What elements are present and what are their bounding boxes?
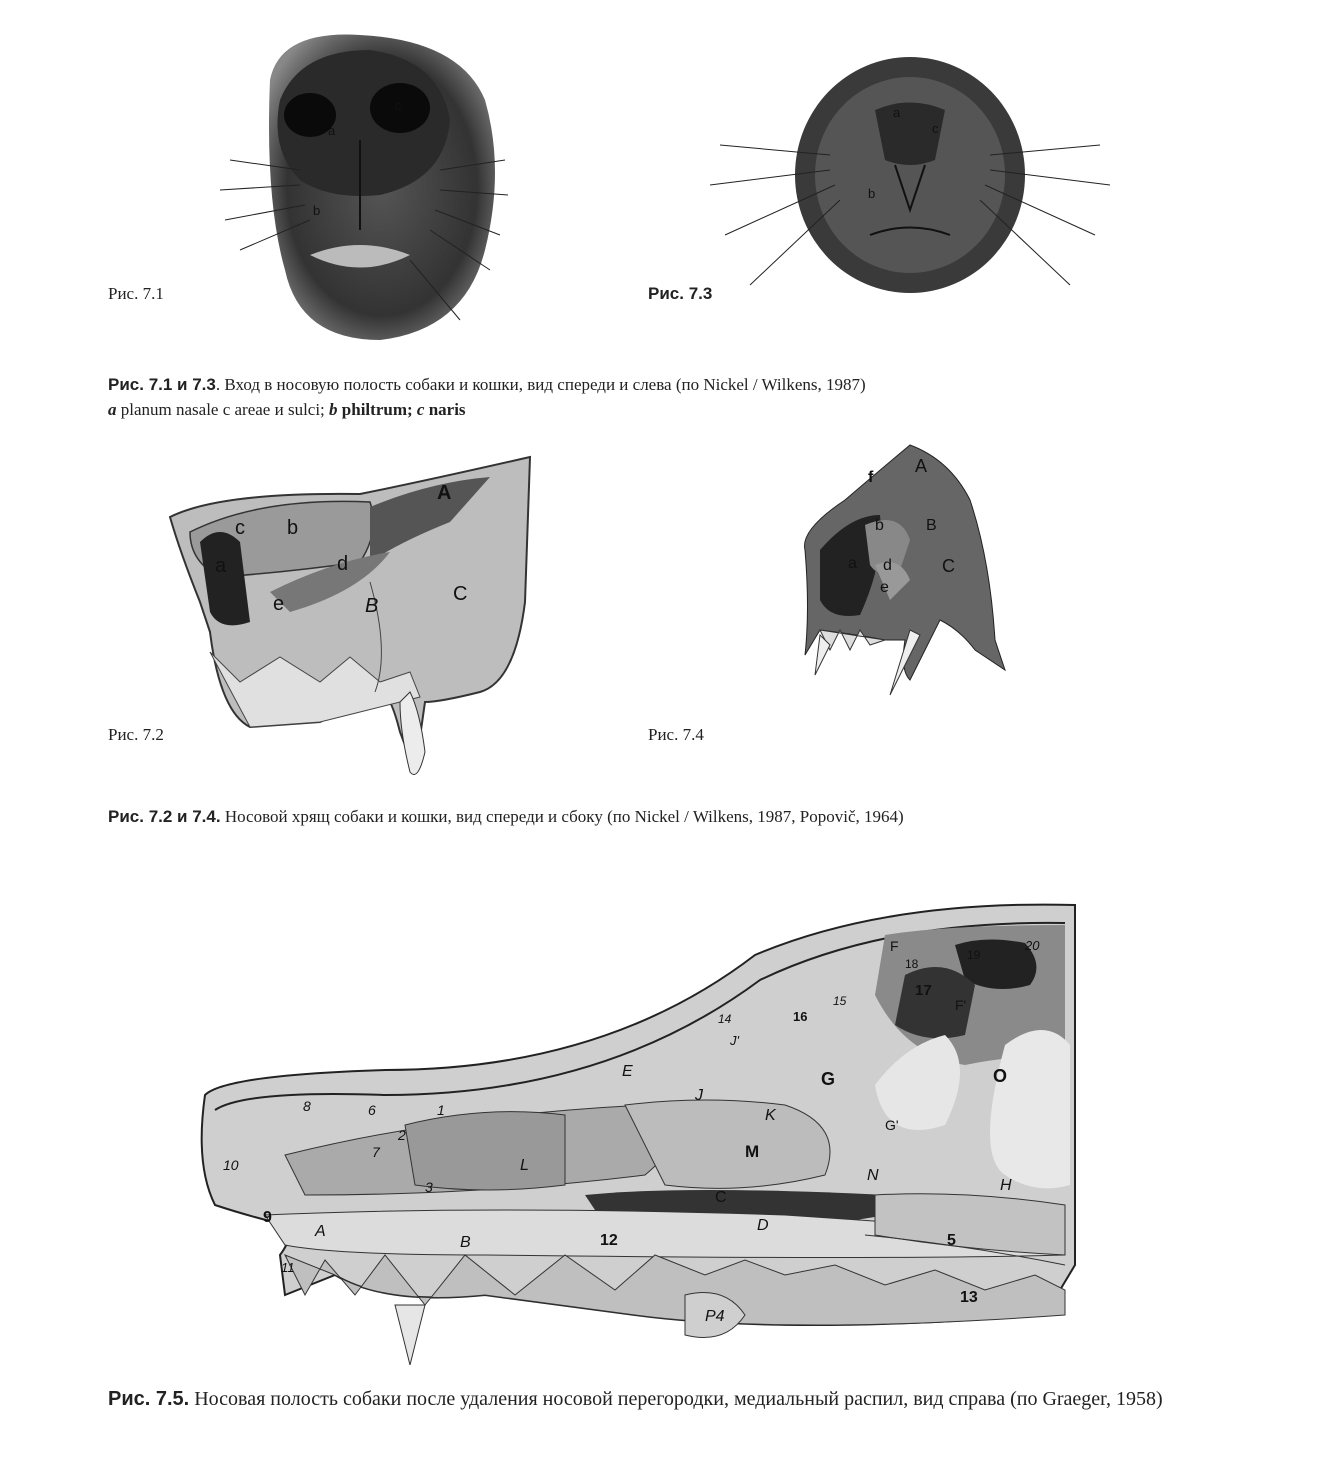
fig71-letter-c: c xyxy=(395,98,402,113)
fig75-label-L: L xyxy=(520,1157,529,1174)
figure-7-3-cat-nose xyxy=(700,35,1120,325)
fig75-label-16: 16 xyxy=(793,1009,808,1024)
fig75-label-F: F xyxy=(890,938,899,954)
dog-nose-illustration xyxy=(210,20,510,350)
fig75-label-18: 18 xyxy=(905,957,919,971)
fig75-label-10: 10 xyxy=(223,1157,239,1173)
fig72-letter-b: b xyxy=(287,517,299,539)
figure-7-1-dog-nose xyxy=(210,20,510,350)
fig75-label-9: 9 xyxy=(263,1209,272,1226)
fig75-label-15: 15 xyxy=(833,994,847,1008)
fig75-label-13: 13 xyxy=(960,1289,978,1306)
fig75-label-A: A xyxy=(315,1223,326,1240)
fig72-letter-c: c xyxy=(235,517,245,539)
fig73-letter-a: a xyxy=(893,105,901,120)
fig74-letter-B: B xyxy=(926,517,937,534)
fig72-label: Рис. 7.2 xyxy=(108,725,164,744)
fig71-letter-a: a xyxy=(328,123,336,138)
figure-7-4-cat-cartilage xyxy=(790,440,1020,700)
fig75-label-M: M xyxy=(745,1142,760,1161)
fig74-letter-d: d xyxy=(883,557,892,574)
fig75-label-E: E xyxy=(622,1063,633,1080)
fig75-label-17: 17 xyxy=(915,982,932,999)
caption-fig-7-2-7-4: Рис. 7.2 и 7.4. Носовой хрящ собаки и кошки, вид спереди и сбоку (по Nickel / Wilkens, 1987, Popovič, 1964) xyxy=(108,807,904,826)
figure-7-2-dog-cartilage xyxy=(160,452,540,792)
fig75-label-H: H xyxy=(1000,1177,1012,1194)
fig74-label: Рис. 7.4 xyxy=(648,725,704,744)
fig75-label-8: 8 xyxy=(303,1098,311,1114)
fig72-letter-d: d xyxy=(337,553,349,575)
caption-fig-7-1-7-3: Рис. 7.1 и 7.3. Вход в носовую полость собаки и кошки, вид спереди и слева (по Nickel / Wilkens, 1987) xyxy=(108,375,866,394)
fig75-label-19: 19 xyxy=(967,948,981,962)
fig74-letter-A: A xyxy=(915,456,928,476)
fig75-label-K: K xyxy=(765,1107,776,1124)
caption-fig-7-5: Рис. 7.5. Носовая полость собаки после удаления носовой перегородки, медиальный распил, вид справа (по Graeger, 1958) xyxy=(108,1388,1163,1410)
fig75-label-20: 20 xyxy=(1025,938,1040,953)
cat-nose-illustration xyxy=(700,35,1120,325)
fig72-letter-A: A xyxy=(437,482,452,504)
fig74-letter-C: C xyxy=(942,556,955,576)
fig75-label-6: 6 xyxy=(368,1102,376,1118)
fig73-label: Рис. 7.3 xyxy=(648,284,713,303)
fig75-label-F-prime: F' xyxy=(955,997,967,1013)
cat-cartilage-illustration xyxy=(790,440,1020,700)
fig75-label-5: 5 xyxy=(947,1232,956,1249)
fig74-letter-f: f xyxy=(868,469,874,486)
dog-cartilage-illustration xyxy=(160,452,540,792)
fig75-label-14: 14 xyxy=(718,1012,732,1026)
fig74-letter-b: b xyxy=(875,517,884,534)
fig75-label-2: 2 xyxy=(398,1127,406,1143)
fig72-letter-B: B xyxy=(365,595,379,617)
fig75-label-G-prime: G' xyxy=(885,1117,899,1133)
fig74-letter-e: e xyxy=(880,579,889,596)
fig73-letter-c: c xyxy=(932,121,939,136)
fig75-label-P4: P4 xyxy=(705,1308,725,1325)
fig72-letter-C: C xyxy=(453,583,468,605)
fig74-letter-a: a xyxy=(848,555,857,572)
fig75-label-11: 11 xyxy=(281,1260,295,1275)
figure-7-5-nasal-cavity-section xyxy=(185,895,1085,1365)
fig75-label-G: G xyxy=(821,1069,836,1089)
fig71-letter-b: b xyxy=(313,203,321,218)
fig75-label-C: C xyxy=(715,1189,727,1206)
fig75-label-J-prime: J' xyxy=(730,1033,739,1048)
fig72-letter-a: a xyxy=(215,555,227,577)
fig75-label-7: 7 xyxy=(372,1144,380,1160)
fig75-label-3: 3 xyxy=(425,1179,433,1195)
fig75-label-B: B xyxy=(460,1234,471,1251)
nasal-cavity-illustration xyxy=(185,895,1085,1365)
fig73-letter-b: b xyxy=(868,186,876,201)
legend-fig-7-1: a planum nasale c areae и sulci; b philtrum; c naris xyxy=(108,400,466,419)
fig75-label-1: 1 xyxy=(437,1102,445,1118)
fig71-label: Рис. 7.1 xyxy=(108,284,164,303)
fig75-label-12: 12 xyxy=(600,1232,618,1249)
fig75-label-J: J xyxy=(695,1087,703,1104)
fig72-letter-e: e xyxy=(273,593,285,615)
fig75-label-O: O xyxy=(993,1066,1008,1086)
fig75-label-N: N xyxy=(867,1167,879,1184)
fig75-label-D: D xyxy=(757,1217,769,1234)
